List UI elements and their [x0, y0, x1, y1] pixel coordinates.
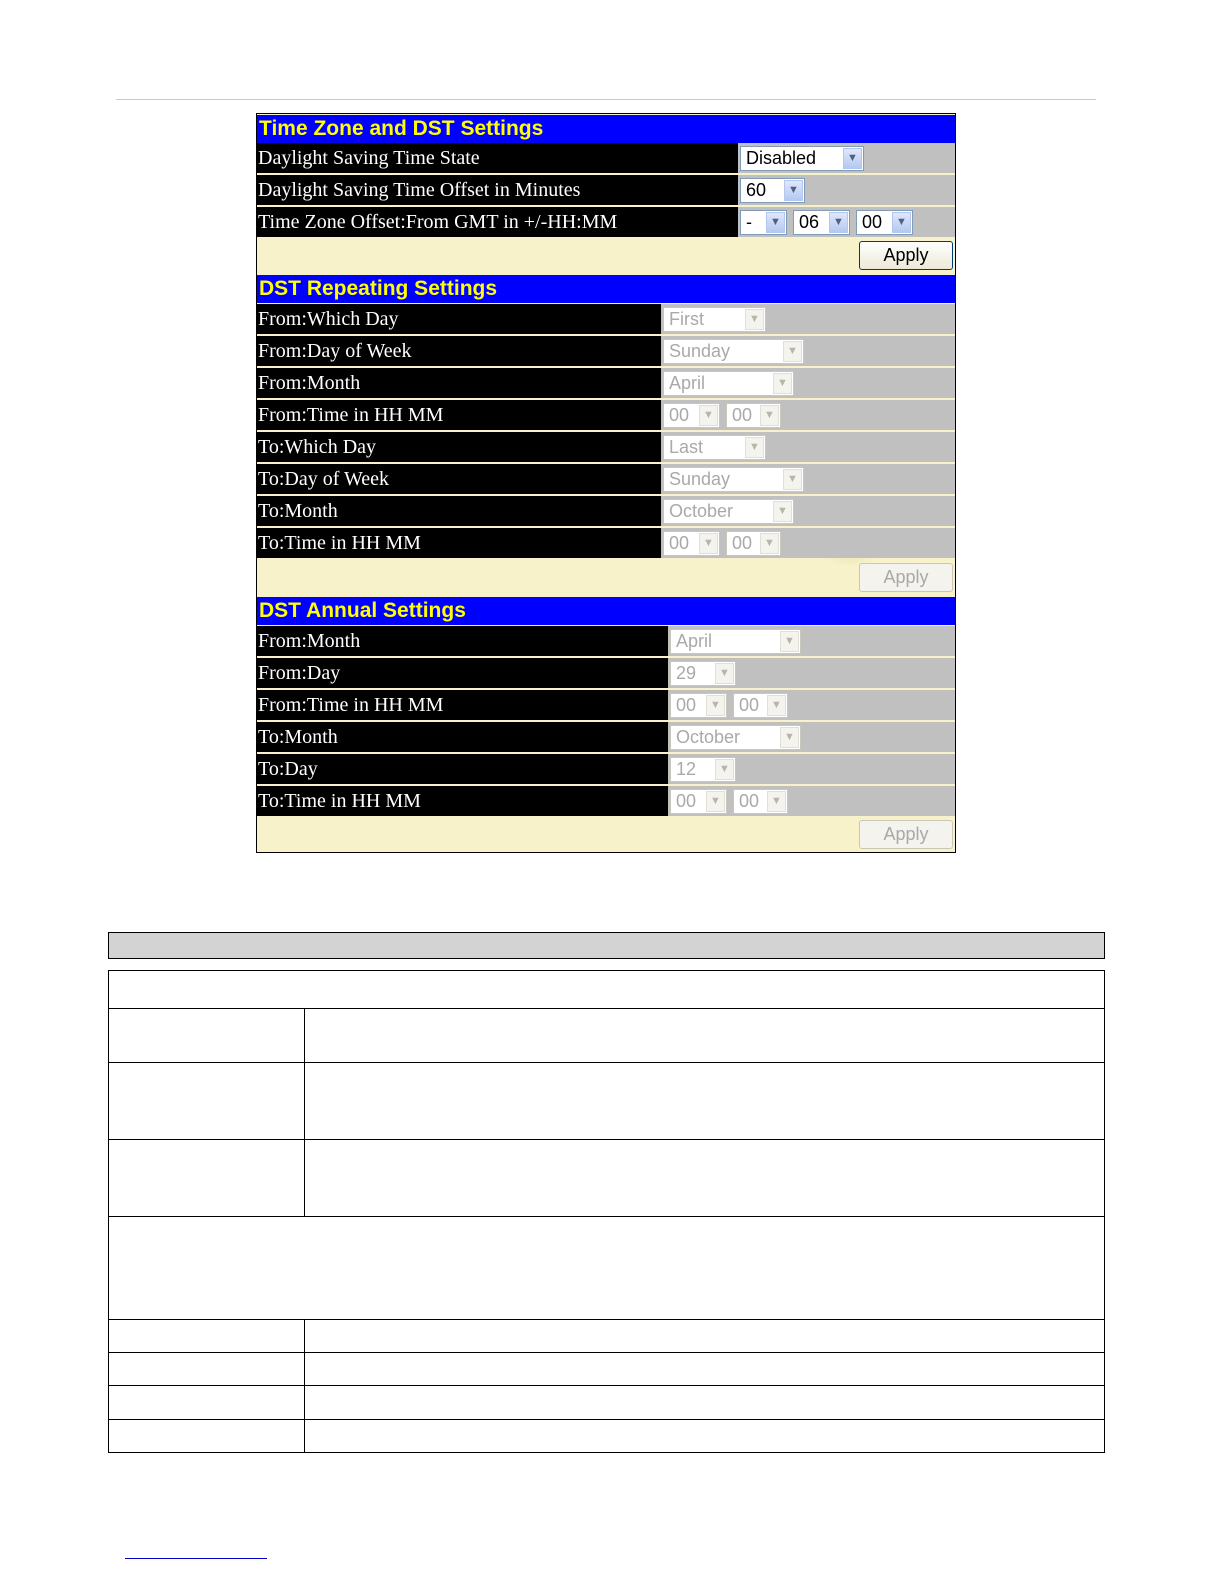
annual-to-hour-select[interactable]	[670, 789, 727, 814]
row-value-cell	[668, 626, 955, 656]
select-value: 00	[669, 533, 690, 553]
row-label: To:Day	[257, 754, 668, 784]
annual-to-minute-select[interactable]	[733, 789, 788, 814]
chevron-down-icon: ▼	[699, 405, 718, 426]
gmt-sign-select[interactable]	[740, 210, 787, 235]
row-value-cell	[668, 690, 955, 720]
table-rule	[109, 1352, 1104, 1353]
annual-from-hour-select[interactable]	[670, 693, 727, 718]
table-rule	[109, 1216, 1104, 1217]
chevron-down-icon: ▼	[773, 501, 792, 522]
row-annual-from-month	[257, 626, 955, 656]
row-value-cell	[668, 658, 955, 688]
row-value-cell	[661, 400, 955, 430]
time-zone-apply-button[interactable]: Apply	[859, 241, 953, 270]
row-value-cell	[661, 464, 955, 494]
table-column-rule	[304, 1319, 305, 1452]
gmt-minutes-select[interactable]	[856, 210, 913, 235]
chevron-down-icon: ▼	[892, 212, 911, 233]
from-hour-select[interactable]	[663, 403, 720, 428]
row-from-day-of-week	[257, 336, 955, 366]
chevron-down-icon: ▼	[715, 663, 734, 684]
to-minute-select[interactable]	[726, 531, 781, 556]
section-title-dst-annual: DST Annual Settings	[257, 597, 955, 625]
select-value: First	[669, 309, 704, 329]
row-to-day-of-week	[257, 464, 955, 494]
row-label: From:Day of Week	[257, 336, 661, 366]
row-value-cell	[668, 754, 955, 784]
row-label: From:Which Day	[257, 304, 661, 334]
row-value-cell	[668, 786, 955, 816]
row-label: From:Month	[257, 626, 668, 656]
row-from-time	[257, 400, 955, 430]
row-to-time	[257, 528, 955, 558]
row-to-which-day	[257, 432, 955, 462]
annual-from-month-select[interactable]	[670, 629, 801, 654]
row-label: Daylight Saving Time State	[257, 143, 738, 173]
chevron-down-icon: ▼	[706, 791, 725, 812]
select-value: October	[669, 501, 734, 521]
from-minute-select[interactable]	[726, 403, 781, 428]
row-label: To:Month	[257, 722, 668, 752]
chevron-down-icon: ▼	[766, 212, 785, 233]
chevron-down-icon: ▼	[783, 341, 802, 362]
table-rule	[109, 1008, 1104, 1009]
select-value: April	[669, 373, 706, 393]
table-rule	[109, 1062, 1104, 1063]
row-label: To:Day of Week	[257, 464, 661, 494]
table-rule	[109, 1319, 1104, 1320]
chevron-down-icon: ▼	[780, 631, 799, 652]
row-value-cell	[661, 496, 955, 526]
to-which-day-select[interactable]	[663, 435, 766, 460]
select-value: 00	[676, 791, 697, 811]
select-value: Sunday	[669, 469, 731, 489]
row-value-cell	[738, 143, 955, 173]
row-label: To:Time in HH MM	[257, 786, 668, 816]
row-label: From:Time in HH MM	[257, 690, 668, 720]
row-from-which-day	[257, 304, 955, 334]
table-header-bar	[108, 932, 1105, 959]
chevron-down-icon: ▼	[745, 437, 764, 458]
chevron-down-icon: ▼	[715, 759, 734, 780]
select-value: Last	[669, 437, 704, 457]
select-value: 00	[669, 405, 690, 425]
select-value: 00	[739, 791, 760, 811]
row-value-cell	[738, 207, 955, 237]
row-annual-to-month	[257, 722, 955, 752]
chevron-down-icon: ▼	[760, 533, 779, 554]
select-value: 00	[732, 533, 753, 553]
dst-state-select[interactable]	[740, 146, 864, 171]
select-value: Sunday	[669, 341, 731, 361]
table-rule	[109, 1419, 1104, 1420]
row-dst-offset	[257, 175, 955, 205]
section-title-time-zone: Time Zone and DST Settings	[257, 115, 955, 143]
time-zone-dst-panel	[256, 113, 956, 853]
row-value-cell	[661, 304, 955, 334]
row-value-cell	[661, 368, 955, 398]
chevron-down-icon: ▼	[767, 695, 786, 716]
select-value: 00	[676, 695, 697, 715]
to-hour-select[interactable]	[663, 531, 720, 556]
footer-link-underline	[125, 1558, 267, 1559]
annual-from-day-select[interactable]	[670, 661, 736, 686]
chevron-down-icon: ▼	[767, 791, 786, 812]
chevron-down-icon: ▼	[843, 148, 862, 169]
chevron-down-icon: ▼	[745, 309, 764, 330]
row-value-cell	[668, 722, 955, 752]
chevron-down-icon: ▼	[773, 373, 792, 394]
select-value: 29	[676, 663, 697, 683]
from-which-day-select[interactable]	[663, 307, 766, 332]
select-value: Disabled	[746, 148, 817, 168]
select-value: October	[676, 727, 741, 747]
select-value: 00	[732, 405, 753, 425]
row-to-month	[257, 496, 955, 526]
row-from-month	[257, 368, 955, 398]
chevron-down-icon: ▼	[760, 405, 779, 426]
chevron-down-icon: ▼	[783, 469, 802, 490]
row-label: From:Month	[257, 368, 661, 398]
row-value-cell	[661, 528, 955, 558]
chevron-down-icon: ▼	[706, 695, 725, 716]
row-label: From:Time in HH MM	[257, 400, 661, 430]
row-annual-to-day	[257, 754, 955, 784]
row-gmt-offset	[257, 207, 955, 237]
row-label: To:Which Day	[257, 432, 661, 462]
to-day-of-week-select[interactable]	[663, 467, 804, 492]
dst-offset-select[interactable]	[740, 178, 805, 203]
annual-from-minute-select[interactable]	[733, 693, 788, 718]
chevron-down-icon: ▼	[780, 727, 799, 748]
gmt-hours-select[interactable]	[793, 210, 850, 235]
from-day-of-week-select[interactable]	[663, 339, 804, 364]
chevron-down-icon: ▼	[699, 533, 718, 554]
repeating-apply-button[interactable]: Apply	[859, 563, 953, 592]
row-annual-from-day	[257, 658, 955, 688]
select-value: 00	[862, 212, 883, 232]
row-annual-to-time	[257, 786, 955, 816]
row-label: To:Month	[257, 496, 661, 526]
annual-to-day-select[interactable]	[670, 757, 736, 782]
row-value-cell	[661, 336, 955, 366]
select-value: April	[676, 631, 713, 651]
select-value: 12	[676, 759, 697, 779]
row-label: Time Zone Offset:From GMT in +/-HH:MM	[257, 207, 738, 237]
row-label: To:Time in HH MM	[257, 528, 661, 558]
page-top-rule	[116, 99, 1096, 100]
annual-apply-button[interactable]: Apply	[859, 820, 953, 849]
select-value: -	[746, 212, 752, 232]
section-title-dst-repeating: DST Repeating Settings	[257, 275, 955, 303]
select-value: 00	[739, 695, 760, 715]
to-month-select[interactable]	[663, 499, 794, 524]
row-dst-state	[257, 143, 955, 173]
parameter-table	[108, 970, 1105, 1453]
annual-to-month-select[interactable]	[670, 725, 801, 750]
table-column-rule	[304, 1008, 305, 1216]
row-label: Daylight Saving Time Offset in Minutes	[257, 175, 738, 205]
from-month-select[interactable]	[663, 371, 794, 396]
row-value-cell	[738, 175, 955, 205]
row-annual-from-time	[257, 690, 955, 720]
select-value: 60	[746, 180, 767, 200]
select-value: 06	[799, 212, 820, 232]
chevron-down-icon: ▼	[829, 212, 848, 233]
row-value-cell	[661, 432, 955, 462]
chevron-down-icon: ▼	[784, 180, 803, 201]
row-label: From:Day	[257, 658, 668, 688]
table-rule	[109, 1385, 1104, 1386]
table-rule	[109, 1139, 1104, 1140]
